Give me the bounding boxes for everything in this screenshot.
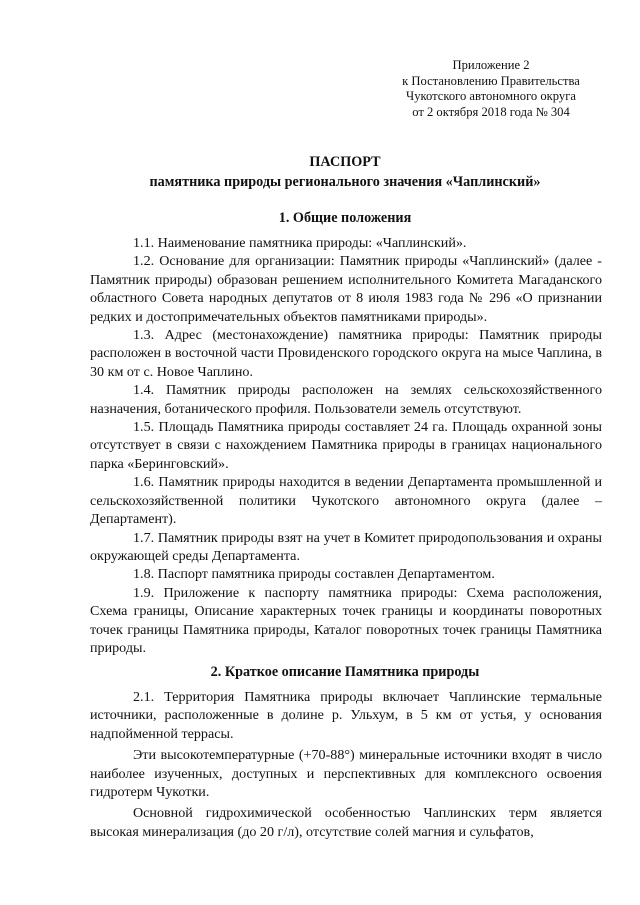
section-heading-description: 2. Краткое описание Памятника природы xyxy=(210,664,480,680)
annex-reference xyxy=(386,58,596,120)
annex-line: Приложение 2 xyxy=(452,58,530,72)
paragraph-1-9: 1.9. Приложение к паспорту памятника природы: Схема расположения, Схема границы, Описание характерных точек границы и координаты поворотных точек границы Памятника природы, Каталог поворотных точек границы Памятника природы. xyxy=(90,584,602,656)
section-general-body xyxy=(90,234,602,657)
document-subtitle: памятника природы регионального значения «Чаплинский» xyxy=(149,174,541,190)
section-description-body xyxy=(90,688,602,841)
paragraph-1-6: 1.6. Памятник природы находится в ведении Департамента промышленной и сельскохозяйственной политики Чукотского автономного округа (далее – Департамент). xyxy=(90,474,602,528)
paragraph-1-7: 1.7. Памятник природы взят на учет в Комитет природопользования и охраны окружающей среды Департамента. xyxy=(90,529,602,564)
paragraph-2-1: 2.1. Территория Памятника природы включает Чаплинские термальные источники, расположенные в долине р. Ульхум, в 5 км от устья, у основания надпойменной террасы. xyxy=(90,689,602,742)
paragraph-2-3: Основной гидрохимической особенностью Чаплинских терм является высокая минерализация (до 20 г/л), отсутствие солей магния и сульфатов, xyxy=(90,805,602,840)
paragraph-1-5: 1.5. Площадь Памятника природы составляет 24 га. Площадь охранной зоны отсутствует в связи с нахождением Памятника природы в границах национального парка «Беринговский». xyxy=(90,419,602,472)
document-title: ПАСПОРТ xyxy=(309,154,381,170)
paragraph-1-4: 1.4. Памятник природы расположен на землях сельскохозяйственного назначения, ботанического профиля. Пользователи земель отсутствуют. xyxy=(90,382,602,417)
paragraph-1-8: 1.8. Паспорт памятника природы составлен Департаментом. xyxy=(133,566,495,583)
annex-line: Чукотского автономного округа xyxy=(406,89,576,103)
section-heading-general: 1. Общие положения xyxy=(278,210,412,226)
paragraph-1-3: 1.3. Адрес (местонахождение) памятника природы: Памятник природы расположен в восточной части Провиденского городского округа на мысе Чаплина, в 30 км от с. Новое Чаплино. xyxy=(90,327,602,380)
paragraph-2-2: Эти высокотемпературные (+70-88°) минеральные источники входят в число наиболее изученных, доступных и перспективных для комплексного освоения гидротерм Чукотки. xyxy=(90,747,602,801)
paragraph-1-1: 1.1. Наименование памятника природы: «Чаплинский». xyxy=(133,235,467,251)
annex-line: от 2 октября 2018 года № 304 xyxy=(412,104,570,119)
annex-line: к Постановлению Правительства xyxy=(402,73,580,88)
paragraph-1-2: 1.2. Основание для организации: Памятник природы «Чаплинский» (далее - Памятник природы) образован решением исполнительного Комитета Магаданского областного Совета народных депутатов от 8 июля 1983 года № 296 «О признании редких и достопримечательных объектов памятниками природы». xyxy=(90,253,602,325)
